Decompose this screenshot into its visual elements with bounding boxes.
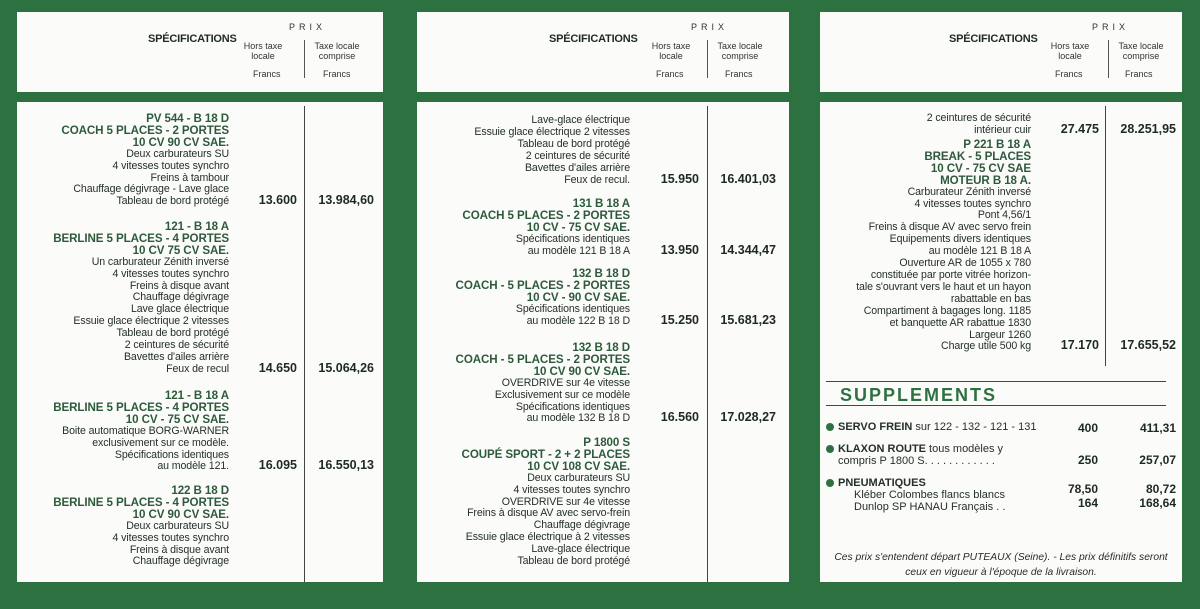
- spec-line: Essuie glace électrique 2 vitesses: [474, 125, 630, 138]
- supplement-detail: Dunlop SP HANAU Français . .: [854, 501, 1006, 513]
- price-hors-taxe: 27.475: [1060, 121, 1099, 136]
- taxe-locale-label: Taxe locale: [314, 41, 360, 51]
- supplement-price-ttc: 80,72: [1145, 482, 1176, 496]
- model-heading: BERLINE 5 PLACES - 4 PORTES: [53, 495, 229, 509]
- model-heading: P 1800 S: [583, 436, 630, 449]
- price-hors-taxe: 14.650: [258, 360, 297, 375]
- spec-line: 2 ceintures de sécurité: [525, 149, 630, 162]
- spec-line: Bavettes d'ailes arrière: [524, 161, 630, 174]
- price-hors-taxe: 16.095: [258, 458, 297, 473]
- spec-line: intérieur cuir: [974, 123, 1031, 136]
- taxe-locale-heading: [707, 41, 773, 61]
- bullet-icon: [826, 423, 834, 431]
- model-heading: BREAK - 5 PLACES: [924, 149, 1031, 163]
- supplement-detail: Kléber Colombes flancs blancs: [854, 489, 1006, 501]
- price-hors-taxe: 15.950: [660, 171, 699, 186]
- model-heading: BERLINE 5 PLACES - 4 PORTES: [53, 400, 229, 414]
- hors-taxe-heading: [1040, 41, 1100, 61]
- supplement-price-ttc: 257,07: [1139, 453, 1176, 467]
- model-heading: 10 CV - 75 CV SAE.: [526, 220, 630, 234]
- bullet-icon: [826, 479, 834, 487]
- spec-line: OVERDRIVE sur 4e vitesse: [501, 376, 630, 389]
- spec-line: 2 ceintures de sécurité: [124, 339, 229, 352]
- hors-taxe-heading: [641, 41, 701, 61]
- price-taxe-comprise: 17.655,52: [1120, 338, 1176, 353]
- spec-line: au modèle 132 B 18 D: [526, 412, 630, 425]
- model-heading: 10 CV 90 CV SAE.: [132, 507, 229, 521]
- footer-note: Ces prix s'entendent départ PUTEAUX (Seine). - Les prix définitifs seront ceux en vigueur à l'époque de la livraison.: [820, 546, 1182, 582]
- model-heading: 122 B 18 D: [171, 484, 229, 497]
- price-taxe-comprise: 15.681,23: [720, 312, 776, 327]
- spec-line: au modèle 121 B 18 A: [527, 244, 630, 257]
- specifications-heading: SPÉCIFICATIONS: [148, 33, 237, 45]
- spec-block-col1-0: [19, 113, 229, 208]
- model-heading: 131 B 18 A: [572, 197, 630, 210]
- price-taxe-comprise: 15.064,26: [318, 360, 374, 375]
- spec-block-col2-0: [415, 115, 630, 186]
- spec-line: Lave glace électrique: [130, 303, 229, 316]
- supplement-detail: compris P 1800 S. . . . . . . . . . . .: [838, 455, 995, 467]
- spec-line: Spécifications identiques: [114, 448, 229, 461]
- header-divider: [707, 40, 708, 78]
- spec-line: Chauffage dégivrage: [132, 291, 229, 304]
- spec-line: Freins à disque AV avec servo-frein: [467, 507, 630, 520]
- locale-label: locale: [1058, 51, 1082, 61]
- supplement-price-ttc: 411,31: [1139, 421, 1176, 435]
- supplement-item: [826, 421, 1037, 433]
- spec-line: au modèle 121.: [157, 460, 229, 473]
- model-heading: COACH 5 PLACES - 2 PORTES: [462, 208, 630, 222]
- spec-line: Chauffage dégivrage: [132, 555, 229, 568]
- currency-label: Francs: [656, 69, 684, 79]
- spec-line: tale s'ouvrant vers le haut et un hayon: [856, 280, 1031, 293]
- spec-block-col2-4: [415, 437, 630, 568]
- column-divider: [1105, 106, 1106, 366]
- spec-block-col1-1: [19, 221, 229, 376]
- taxe-locale-heading: [1108, 41, 1174, 61]
- model-heading: 10 CV 90 CV SAE.: [132, 135, 229, 149]
- specifications-heading: SPÉCIFICATIONS: [549, 33, 638, 45]
- spec-line: Chauffage dégivrage - Lave glace: [73, 183, 229, 196]
- spec-line: Compartiment à bagages long. 1185: [863, 304, 1031, 317]
- spec-line: Carburateur Zénith inversé: [907, 185, 1031, 198]
- price-hors-taxe: 16.560: [660, 410, 699, 425]
- spec-line: Essuie glace électrique à 2 vitesses: [465, 531, 630, 544]
- price-taxe-comprise: 16.550,13: [318, 458, 374, 473]
- price-taxe-comprise: 17.028,27: [720, 410, 776, 425]
- supplement-price-ttc: 168,64: [1139, 496, 1176, 510]
- model-heading: 132 B 18 D: [572, 267, 630, 280]
- spec-line: Feux de recul.: [564, 173, 630, 186]
- spec-line: Feux de recul: [166, 362, 229, 375]
- spec-line: Pont 4,56/1: [977, 209, 1031, 222]
- supplement-detail: tous modèles y: [926, 443, 1004, 455]
- hors-taxe-label: Hors taxe: [243, 41, 283, 51]
- spec-line: Bavettes d'ailes arrière: [123, 350, 229, 363]
- header-divider: [304, 40, 305, 78]
- supplements-rule: [826, 381, 1166, 382]
- prix-heading: PRIX: [691, 22, 729, 32]
- model-heading: 121 - B 18 A: [164, 220, 229, 233]
- spec-line: au modèle 121 B 18 A: [928, 245, 1031, 258]
- model-heading: MOTEUR B 18 A.: [940, 173, 1031, 187]
- spec-line: et banquette AR rabattue 1830: [889, 316, 1031, 329]
- hors-taxe-label: Hors taxe: [1050, 41, 1090, 51]
- spec-line: au modèle 122 B 18 D: [526, 314, 630, 327]
- spec-line: Spécifications identiques: [515, 400, 630, 413]
- spec-line: Deux carburateurs SU: [527, 471, 630, 484]
- supplement-price-ht: 400: [1077, 421, 1098, 435]
- currency-label: Francs: [253, 69, 281, 79]
- spec-line: Boite automatique BORG-WARNER: [62, 424, 229, 437]
- spec-line: 4 vitesses toutes synchro: [112, 267, 229, 280]
- header-divider: [1108, 40, 1109, 78]
- supplement-label: PNEUMATIQUES: [838, 477, 926, 489]
- model-heading: 132 B 18 D: [572, 341, 630, 354]
- model-heading: 10 CV - 90 CV SAE.: [526, 290, 630, 304]
- spec-line: Lave-glace électrique: [531, 543, 630, 556]
- spec-line: Ouverture AR de 1055 x 780: [899, 257, 1031, 270]
- price-hors-taxe: 17.170: [1060, 338, 1099, 353]
- model-heading: COACH - 5 PLACES - 2 PORTES: [455, 352, 630, 366]
- hors-taxe-label: Hors taxe: [651, 41, 691, 51]
- spec-line: Freins à tambour: [150, 171, 229, 184]
- price-hors-taxe: 13.600: [258, 193, 297, 208]
- supplement-label: KLAXON ROUTE: [838, 443, 926, 455]
- currency-label: Francs: [725, 69, 753, 79]
- taxe-locale-label: Taxe locale: [1118, 41, 1164, 51]
- spec-line: Largeur 1260: [969, 328, 1031, 341]
- price-hors-taxe: 13.950: [660, 242, 699, 257]
- model-heading: 10 CV 90 CV SAE.: [533, 364, 630, 378]
- spec-line: exclusivement sur ce modèle.: [92, 436, 229, 449]
- spec-line: 4 vitesses toutes synchro: [112, 531, 229, 544]
- spec-line: Deux carburateurs SU: [126, 147, 229, 160]
- spec-line: Deux carburateurs SU: [126, 519, 229, 532]
- spec-line: rabattable en bas: [950, 292, 1031, 305]
- spec-line: Exclusivement sur ce modèle: [494, 388, 630, 401]
- supplement-price-ht: 250: [1077, 453, 1098, 467]
- taxe-locale-heading: [304, 41, 370, 61]
- bullet-icon: [826, 445, 834, 453]
- model-heading: COACH - 5 PLACES - 2 PORTES: [455, 278, 630, 292]
- spec-block-col3-0: [821, 113, 1031, 137]
- spec-line: Freins à disque avant: [129, 279, 229, 292]
- column-divider: [304, 106, 305, 582]
- model-heading: COUPÉ SPORT - 2 + 2 PLACES: [461, 447, 630, 461]
- spec-line: Tableau de bord protégé: [517, 137, 630, 150]
- hors-taxe-heading: [233, 41, 293, 61]
- model-heading: PV 544 - B 18 D: [146, 112, 229, 125]
- spec-line: 4 vitesses toutes synchro: [914, 197, 1031, 210]
- prix-heading: PRIX: [289, 22, 327, 32]
- spec-line: OVERDRIVE sur 4e vitesse: [501, 495, 630, 508]
- taxe-locale-label: Taxe locale: [717, 41, 763, 51]
- spec-line: Un carburateur Zénith inversé: [91, 255, 229, 268]
- spec-line: 4 vitesses toutes synchro: [513, 483, 630, 496]
- supplement-item: [826, 443, 1003, 467]
- model-heading: BERLINE 5 PLACES - 4 PORTES: [53, 231, 229, 245]
- price-taxe-comprise: 16.401,03: [720, 171, 776, 186]
- locale-label: locale: [251, 51, 275, 61]
- spec-line: Spécifications identiques: [515, 232, 630, 245]
- currency-label: Francs: [323, 69, 351, 79]
- spec-line: Freins à disque AV avec servo frein: [868, 221, 1031, 234]
- price-hors-taxe: 15.250: [660, 312, 699, 327]
- price-taxe-comprise: 13.984,60: [318, 193, 374, 208]
- supplements-rule: [826, 405, 1166, 406]
- model-heading: 10 CV 108 CV SAE.: [527, 459, 630, 473]
- currency-label: Francs: [1055, 69, 1083, 79]
- supplement-price-ht: 78,50: [1067, 482, 1098, 496]
- spec-block-col3-1: [821, 139, 1031, 353]
- spec-line: Spécifications identiques: [515, 302, 630, 315]
- prix-heading: PRIX: [1092, 22, 1130, 32]
- spec-line: Freins à disque avant: [129, 543, 229, 556]
- price-taxe-comprise: 14.344,47: [720, 242, 776, 257]
- locale-label: locale: [659, 51, 683, 61]
- model-heading: P 221 B 18 A: [963, 138, 1031, 151]
- spec-line: Tableau de bord protégé: [116, 195, 229, 208]
- model-heading: 10 CV 75 CV SAE.: [132, 243, 229, 257]
- spec-line: Lave-glace électrique: [531, 114, 630, 126]
- spec-block-col2-2: [415, 268, 630, 328]
- spec-line: 4 vitesses toutes synchro: [112, 159, 229, 172]
- supplement-detail: sur 122 - 132 - 121 - 131: [912, 421, 1037, 433]
- spec-line: Charge utile 500 kg: [941, 340, 1031, 353]
- model-heading: 121 - B 18 A: [164, 389, 229, 402]
- spec-block-col1-2: [19, 390, 229, 473]
- comprise-label: comprise: [1122, 51, 1160, 61]
- model-heading: 10 CV - 75 CV SAE: [930, 161, 1031, 175]
- supplement-item: [826, 477, 1005, 513]
- supplements-title: SUPPLEMENTS: [840, 385, 998, 405]
- currency-label: Francs: [1125, 69, 1153, 79]
- model-heading: 10 CV - 75 CV SAE.: [125, 412, 229, 426]
- model-heading: COACH 5 PLACES - 2 PORTES: [61, 123, 229, 137]
- specifications-heading: SPÉCIFICATIONS: [949, 33, 1038, 45]
- spec-block-col2-3: [415, 342, 630, 425]
- spec-line: Chauffage dégivrage: [533, 519, 630, 532]
- price-taxe-comprise: 28.251,95: [1120, 121, 1176, 136]
- spec-line: 2 ceintures de sécurité: [926, 112, 1031, 124]
- supplement-label: SERVO FREIN: [838, 421, 913, 433]
- comprise-label: comprise: [721, 51, 759, 61]
- spec-line: Tableau de bord protégé: [116, 327, 229, 340]
- spec-block-col1-3: [19, 485, 229, 568]
- spec-line: Tableau de bord protégé: [517, 555, 630, 568]
- spec-block-col2-1: [415, 198, 630, 258]
- spec-line: Essuie glace électrique 2 vitesses: [73, 315, 229, 328]
- spec-line: Equipements divers identiques: [889, 233, 1031, 246]
- spec-line: constituée par porte vitrée horizon-: [870, 268, 1031, 281]
- supplement-price-ht: 164: [1077, 496, 1098, 510]
- comprise-label: comprise: [318, 51, 356, 61]
